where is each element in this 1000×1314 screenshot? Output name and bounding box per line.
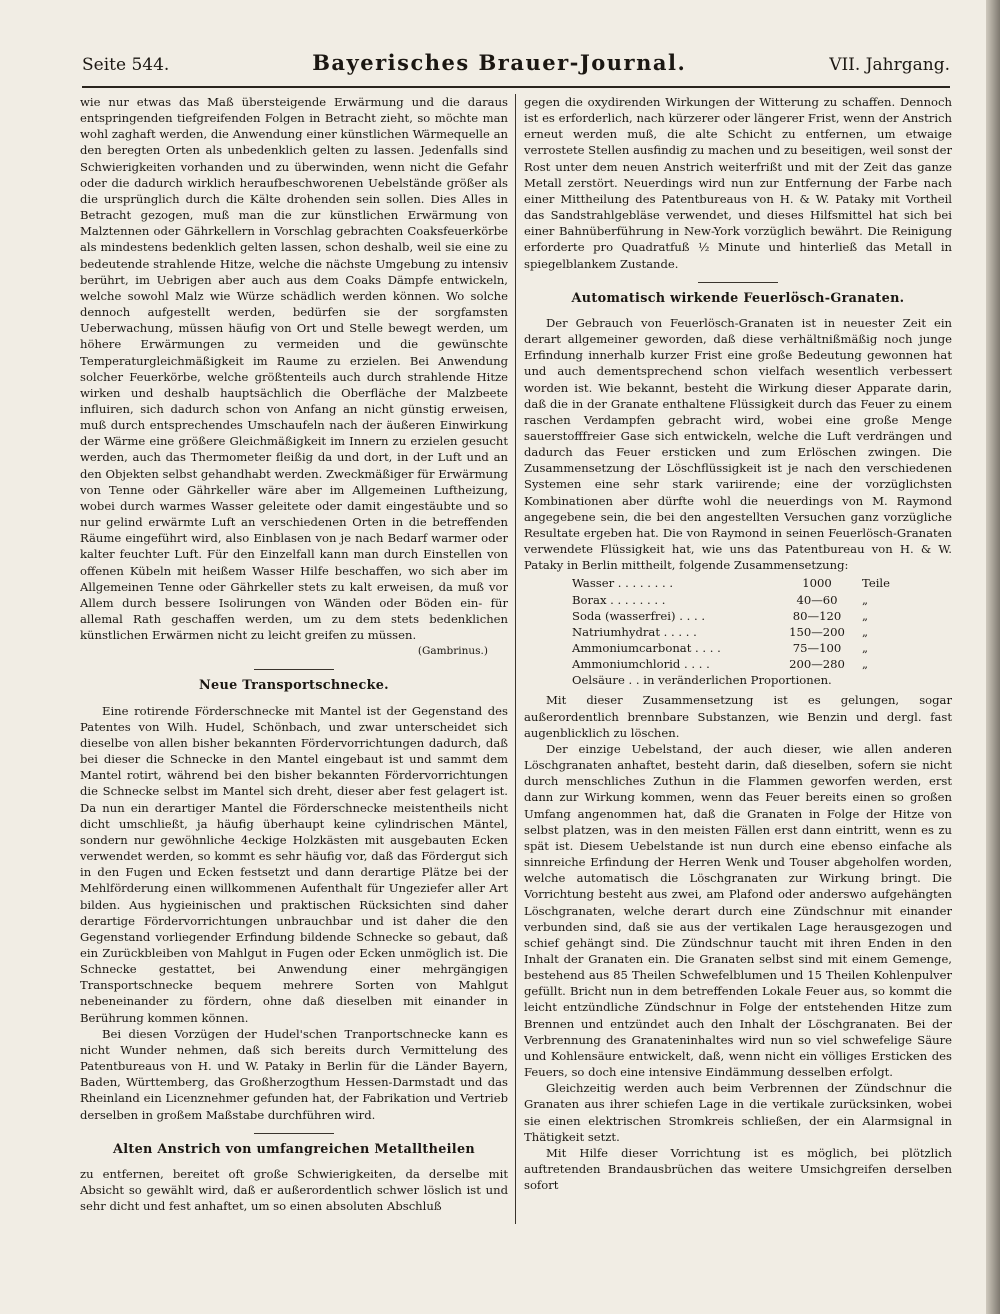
composition-row <box>572 672 902 688</box>
ingredient-unit: „ <box>862 624 869 639</box>
article-text: Bei diesen Vorzügen der Hudel'schen Tranportschnecke kann es nicht Wunder nehmen, daß sich bereits durch Vermittelung des Patentbureaus von H. und W. Pataky in Berlin für die Länder Bayern, Baden, Württemberg, das Großherzogthum Hessen-Darmstadt und das Rheinland ein Licenznehmer gefunden hat, der Fabrikation und Vertrieb derselben in großem Maßstabe durchführen wird. <box>80 1026 508 1122</box>
article-text: Mit dieser Zusammensetzung ist es gelungen, sogar außerordentlich brennbare Substanzen, wie Benzin und dergl. fast augenblicklich zu löschen. <box>524 693 952 740</box>
ingredient-amount: 75—100 <box>792 641 842 655</box>
ingredient-name: Borax . . . . . . . . <box>572 592 666 607</box>
page-header <box>82 50 950 88</box>
composition-row <box>572 592 902 608</box>
article-text: Der einzige Uebelstand, der auch dieser, wie allen anderen Löschgranaten anhaftet, besteht darin, daß dieselben, sofern sie nicht durch menschliches Zuthun in die Flammen geworfen werden, erst dann zur Wirkung kommen, wenn das Feuer bereits einen so großen Umfang angenommen hat, daß die Granaten in Folge der Hitze von selbst platzen, was in den meisten Fällen erst dann eintritt, wenn es zu spät ist. Diesem Uebelstande ist nun durch eine ebenso einfache als sinnreiche Erfindung der Herren Wenk und Touser abgeholfen worden, welche automatisch die Löschgranaten zur Wirkung bringt. Die Vorrichtung besteht aus zwei, am Plafond oder anderswo aufgehängten Löschgranaten, welche derart durch eine Zündschnur mit einander verbunden sind, daß sie aus der vertikalen Lage herausgezogen und schief gehängt sind. Die Zündschnur taucht mit ihren Enden in den Inhalt der Granaten ein. Die Granaten selbst sind mit einem Gemenge, bestehend aus 85 Theilen Schwefelblumen und 15 Theilen Kohlenpulver gefüllt. Bricht nun in dem betreffenden Lokale Feuer aus, so kommt die leicht entzündliche Zündschnur in Folge der entstehenden Hitze zum Brennen und entzündet auch den Inhalt der Löschgranaten. Bei der Verbrennung des Granateninhaltes wird nun so viel schwefelige Säure und Kohlensäure entwickelt, daß, wenn nicht ein völliges Ersticken des Feuers, so doch eine intensive Eindämmung desselben erfolgt. <box>524 741 952 1080</box>
composition-row <box>572 608 902 624</box>
ingredient-unit: „ <box>862 592 869 607</box>
composition-row <box>572 624 902 640</box>
ingredient-amount: 200—280 <box>789 657 845 672</box>
article-text: Gleichzeitig werden auch beim Verbrennen der Zündschnur die Granaten aus ihrer schiefen Lage in die vertikale zurücksinken, wobei sie einen elektrischen Stromkreis schließen, der ein Alarmsignal in Thätigkeit setzt. <box>524 1081 952 1144</box>
section-rule <box>254 669 334 670</box>
ingredient-name: Wasser . . . . . . . . <box>572 576 674 591</box>
source-signature: (Gambrinus.) <box>417 645 488 658</box>
ingredient-unit: „ <box>862 657 869 672</box>
composition-row <box>572 640 902 656</box>
section-rule <box>698 282 778 283</box>
right-column <box>524 94 952 1274</box>
left-column <box>80 94 508 1274</box>
ingredient-name: Soda (wasserfrei) . . . . <box>572 608 706 623</box>
article-text: gegen die oxydirenden Wirkungen der Witterung zu schaffen. Dennoch ist es erforderlich, nach kürzerer oder längerer Frist, wenn der Anstrich erneut werden muß, die alte Schicht zu entfernen, um etwaige verrostete Stellen ausfindig zu machen und zu beseitigen, weil sonst der Rost unter dem neuen Anstrich weiterfrißt und mit der Zeit das ganze Metall zerstört. Neuerdings wird nun zur Entfernung der Farbe nach einer Mittheilung des Patentbureaus von H. & W. Pataky mit Vortheil das Sandstrahlgebläse verwendet, und dieses Hilfsmittel hat sich bei einer Bahnüberführung in New-York vorzüglich bewährt. Die Reinigung erforderte pro Quadratfuß ½ Minute und hinterließ das Metall in spiegelblankem Zustande. <box>524 95 952 271</box>
composition-table <box>572 575 902 688</box>
article-text: wie nur etwas das Maß übersteigende Erwärmung und die daraus entspringenden tiefgreifenden Folgen in Betracht zieht, so möchte man wohl zaghaft werden, die Anwendung einer künstlichen Wärmequelle an den beregten Orten als unbedenklich gelten zu lassen. Jedenfalls sind Schwierigkeiten vorhanden und zu überwinden, wenn nicht die Gefahr oder die dadurch wirklich heraufbeschworenen Uebelstände größer als die ursprünglich durch die Kälte drohenden sein sollen. Dies Alles in Betracht gezogen, muß man die zur künstlichen Erwärmung von Malztennen oder Gährkellern in Vorschlag gebrachten Coaksfeuerkörbe als mindestens bedenklich gelten lassen, schon deshalb, weil sie eine zu bedeutende strahlende Hitze, welche die nächste Umgebung zu intensiv berührt, im Uebrigen aber auch aus dem Coaks Dämpfe entwickeln, welche sowohl Malz wie Würze schädlich werden können. Wo solche dennoch aufgestellt werden, bedürfen sie der sorgfamsten Ueberwachung, müssen häufig von Ort und Stelle bewegt werden, um höhere Erwärmungen zu vermeiden und die gewünschte Temperaturgleichmäßigkeit im Raume zu erzielen. Bei Anwendung solcher Feuerkörbe, welche größtenteils auch durch strahlende Hitze wirken und deshalb hauptsächlich die Oberfläche der Malzbeete influiren, sich dadurch schon von Anfang an nicht günstig erweisen, muß durch entsprechendes Umschaufeln nach der äußeren Einwirkung der Wärme eine größere Gleichmäßigkeit im Innern zu erzielen gesucht werden, auch das Thermometer fleißig da und dort, in der Luft und an den Objekten selbst gehandhabt werden. Zweckmäßiger für Erwärmung von Tenne oder Gährkeller wäre aber im Allgemeinen Luftheizung, wobei durch warmes Wasser geleitete oder damit eingestäubte und so nur gelind erwärmte Luft an verschiedenen Orten in die betreffenden Räume eingeführt wird, also Einblasen von je nach Bedarf warmer oder kalter feuchter Luft. Für den Einzelfall kann man durch Einstellen von offenen Kübeln mit heißem Wasser Hilfe beschaffen, wo sich aber im Allgemeinen Tenne oder Gährkeller stets zu kalt erweisen, da muß vor Allem durch bessere Isolirungen von Wänden oder Böden ein- für allemal Rath geschaffen werden, um zu dem stets bedenklichen künstlichen Erwärmen nicht zu leicht greifen zu müssen. <box>80 95 508 643</box>
article-heading: Alten Anstrich von umfangreichen Metalltheilen <box>112 1141 476 1157</box>
journal-title: Bayerisches Brauer-Journal. <box>312 50 687 75</box>
ingredient-amount: 80—120 <box>792 608 842 623</box>
ingredient-name: Natriumhydrat . . . . . <box>572 624 697 639</box>
section-rule <box>254 1133 334 1134</box>
composition-row <box>572 575 902 591</box>
ingredient-amount: 150—200 <box>789 624 845 639</box>
ingredient-unit: „ <box>862 641 869 655</box>
ingredient-name: Ammoniumcarbonat . . . . <box>572 641 721 655</box>
page-number: Seite 544. <box>82 55 170 75</box>
article-heading: Neue Transportschnecke. <box>199 678 389 694</box>
article-text: zu entfernen, bereitet oft große Schwierigkeiten, da derselbe mit Absicht so gewählt wird, daß er außerordentlich schwer löslich ist und sehr dicht und fest anhaftet, um so einen absoluten Abschluß <box>80 1166 508 1214</box>
ingredient-name: Ammoniumchlorid . . . . <box>572 657 710 672</box>
ingredient-amount: 40—60 <box>796 592 838 607</box>
scan-edge <box>986 0 1000 1314</box>
volume-label: VII. Jahrgang. <box>829 55 950 75</box>
article-heading: Automatisch wirkende Feuerlösch-Granaten. <box>571 290 905 306</box>
composition-row <box>572 656 902 672</box>
article-text: Eine rotirende Förderschnecke mit Mantel ist der Gegenstand des Patentes von Wilh. Hudel, Schönbach, und zwar unterscheidet sich dieselbe von allen bisher bekannten Fördervorrichtungen dadurch, daß bei dieser die Schnecke in den Mantel eingebaut ist und sammt dem Mantel rotirt, während bei den bisher bekannten Fördervorrichtungen die Schnecke selbst im Mantel sich dreht, dieser aber fest gelagert ist. Da nun ein derartiger Mantel die Förderschnecke meistentheils nicht dicht umschließt, ja häufig überhaupt keine cylindrischen Mäntel, sondern nur gewöhnliche 4eckige Holzkästen mit ausgebauten Ecken verwendet werden, so kommt es sehr häufig vor, daß das Fördergut sich in den Fugen und Ecken festsetzt und dann derartige Plätze bei der Mehlförderung einen willkommenen Aufenthalt für Ungeziefer aller Art bilden. Aus hygieinischen und praktischen Rücksichten sind daher derartige Fördervorrichtungen unbrauchbar und ist daher die den Gegenstand vorliegender Erfindung bildende Schnecke so gebaut, daß ein Zurückbleiben von Mahlgut in Fugen oder Ecken unmöglich ist. Die Schnecke gestattet, bei Anwendung einer mehrgängigen Transportschnecke bequem mehrere Sorten von Mahlgut nebeneinander zu fördern, ohne daß dieselben mit einander in Berührung kommen können. <box>80 703 508 1025</box>
ingredient-unit: Teile <box>862 576 890 591</box>
column-divider <box>515 94 516 1224</box>
article-text: Mit Hilfe dieser Vorrichtung ist es möglich, bei plötzlich auftretenden Brandausbrüchen das weitere Umsichgreifen derselben sofort <box>524 1145 952 1193</box>
ingredient-amount: 1000 <box>802 576 832 591</box>
article-text: Der Gebrauch von Feuerlösch-Granaten ist in neuester Zeit ein derart allgemeiner geworden, daß diese verhältnißmäßig noch junge Erfindung innerhalb kurzer Frist eine große Bedeutung gewonnen hat und auch dementsprechend schon vielfach wesentlich verbessert worden ist. Wie bekannt, besteht die Wirkung dieser Apparate darin, daß die in der Granate enthaltene Flüssigkeit durch das Feuer zu einem raschen Verdampfen gebracht wird, wobei eine große Menge sauerstofffreier Gase sich entwickeln, welche die Luft verdrängen und dadurch das Feuer ersticken und zum Erlöschen zwingen. Die Zusammensetzung der Löschflüssigkeit ist je nach den verschiedenen Systemen eine sehr stark variirende; eine der vorzüglichsten Kombinationen aber dürfte wohl die neuerdings von M. Raymond angegebene sein, die bei den angestellten Versuchen ganz vorzügliche Resultate ergeben hat. Die von Raymond in seinen Feuerlösch-Granaten verwendete Flüssigkeit hat, wie uns das Patentbureau von H. & W. Pataky in Berlin mittheilt, folgende Zusammensetzung: <box>524 315 952 573</box>
ingredient-unit: „ <box>862 608 869 623</box>
ingredient-last: Oelsäure . . in veränderlichen Proportionen. <box>572 673 832 688</box>
